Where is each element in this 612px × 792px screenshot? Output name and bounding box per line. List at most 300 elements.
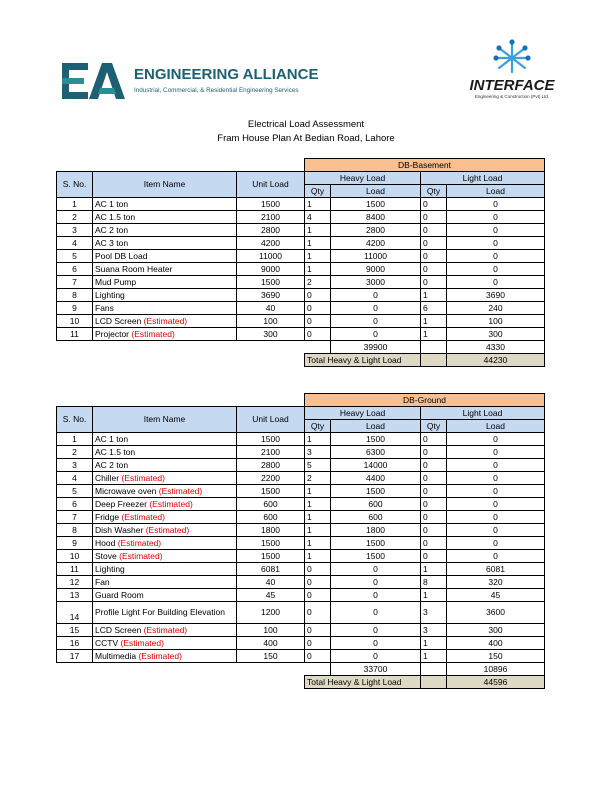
sno-header: S. No. [57,172,93,198]
light-load-cell: 0 [447,524,545,537]
item-name-cell [93,289,237,302]
light-load-cell: 0 [447,459,545,472]
light-qty-cell: 0 [421,276,447,289]
light-load-sum: 10896 [447,663,545,676]
light-load-cell: 0 [447,472,545,485]
heavy-qty-cell: 2 [305,276,331,289]
light-qty-cell: 1 [421,563,447,576]
heavy-load-sum: 33700 [331,663,421,676]
company-tagline: Industrial, Commercial, & Residential Engineering Services [134,87,299,94]
unit-load-header: Unit Load [237,172,305,198]
engineering-alliance-logo [62,58,342,104]
heavy-qty-cell: 0 [305,602,331,624]
table-row [57,524,545,537]
sno-cell: 7 [57,276,93,289]
heavy-load-cell: 3000 [331,276,421,289]
item-name-cell [93,537,237,550]
item-name-cell [93,276,237,289]
sno-cell: 11 [57,563,93,576]
light-qty-cell: 0 [421,198,447,211]
item-name-cell [93,315,237,328]
document-subtitle: Fram House Plan At Bedian Road, Lahore [217,133,395,144]
unit-load-cell: 150 [237,650,305,663]
table-row [57,211,545,224]
light-load-cell: 0 [447,511,545,524]
heavy-qty-cell: 1 [305,485,331,498]
unit-load-cell: 100 [237,624,305,637]
item-name-cell [93,328,237,341]
item-name: AC 2 ton [95,224,129,235]
sno-cell: 1 [57,433,93,446]
heavy-load-cell: 1500 [331,198,421,211]
unit-load-header: Unit Load [237,407,305,433]
estimated-tag: (Estimated) [131,328,175,339]
table-row [57,576,545,589]
item-name-cell [93,637,237,650]
table-row [57,459,545,472]
table-row [57,650,545,663]
light-load-cell: 0 [447,550,545,563]
sno-cell: 5 [57,485,93,498]
heavy-load-cell: 6300 [331,446,421,459]
heavy-load-cell: 1500 [331,537,421,550]
heavy-load-sum: 39900 [331,341,421,354]
light-qty-header: Qty [421,420,447,433]
light-qty-cell: 0 [421,524,447,537]
light-qty-cell: 0 [421,459,447,472]
item-name: Microwave oven [95,485,159,496]
light-load-cell: 0 [447,237,545,250]
unit-load-cell: 40 [237,302,305,315]
item-name-cell [93,302,237,315]
light-load-cell: 0 [447,433,545,446]
item-name-cell [93,472,237,485]
heavy-qty-cell: 0 [305,637,331,650]
sno-header: S. No. [57,407,93,433]
light-load-cell: 0 [447,198,545,211]
item-name-cell [93,263,237,276]
item-name: Mud Pump [95,276,137,287]
table-row [57,263,545,276]
light-qty-cell: 3 [421,624,447,637]
table-row [57,224,545,237]
light-load-cell: 320 [447,576,545,589]
item-name-cell [93,524,237,537]
light-load-subheader: Load [447,420,545,433]
light-load-cell: 0 [447,263,545,276]
heavy-qty-cell: 1 [305,237,331,250]
item-name: Hood [95,537,118,548]
sno-cell: 12 [57,576,93,589]
heavy-qty-cell: 0 [305,589,331,602]
document-title: Electrical Load Assessment [247,119,365,130]
estimated-tag: (Estimated) [145,524,190,535]
sno-cell: 5 [57,250,93,263]
light-qty-cell: 1 [421,328,447,341]
heavy-qty-cell: 5 [305,459,331,472]
table-row [57,472,545,485]
light-qty-cell: 0 [421,498,447,511]
unit-load-cell: 45 [237,589,305,602]
light-qty-cell: 1 [421,289,447,302]
unit-load-cell: 1800 [237,524,305,537]
heavy-qty-cell: 3 [305,446,331,459]
light-qty-cell: 1 [421,589,447,602]
db-ground-table [56,393,545,689]
item-name-header: Item Name [93,172,237,198]
item-name: AC 1 ton [95,198,129,209]
table-row [57,289,545,302]
sno-cell: 4 [57,237,93,250]
unit-load-cell: 40 [237,576,305,589]
heavy-qty-cell: 1 [305,550,331,563]
total-load-label: Total Heavy & Light Load [305,354,421,367]
estimated-tag: (Estimated) [138,650,182,661]
light-qty-cell: 1 [421,650,447,663]
sno-cell: 11 [57,328,93,341]
unit-load-cell: 300 [237,328,305,341]
light-load-cell: 300 [447,328,545,341]
heavy-load-cell: 0 [331,602,421,624]
light-qty-header: Qty [421,185,447,198]
item-name: Lighting [95,289,125,300]
unit-load-cell: 2200 [237,472,305,485]
heavy-qty-cell: 0 [305,650,331,663]
unit-load-cell: 1500 [237,433,305,446]
estimated-tag: (Estimated) [120,637,164,648]
item-name-cell [93,563,237,576]
item-name: Fridge [95,511,122,522]
heavy-qty-cell: 0 [305,302,331,315]
heavy-qty-cell: 1 [305,224,331,237]
item-name-cell [93,624,237,637]
unit-load-cell: 2100 [237,446,305,459]
item-name-cell [93,550,237,563]
sno-cell: 10 [57,315,93,328]
sno-cell: 3 [57,224,93,237]
heavy-qty-cell: 0 [305,624,331,637]
item-name: Fan [95,576,110,587]
light-load-cell: 0 [447,224,545,237]
estimated-tag: (Estimated) [149,498,193,509]
total-load-value: 44596 [447,676,545,689]
heavy-load-cell: 0 [331,624,421,637]
light-load-cell: 3690 [447,289,545,302]
heavy-load-cell: 14000 [331,459,421,472]
light-qty-cell: 0 [421,550,447,563]
item-name: Stove [95,550,120,561]
item-name-cell [93,446,237,459]
table-row [57,328,545,341]
partner-name: INTERFACE [469,77,555,94]
item-name-cell [93,602,237,624]
light-load-cell: 0 [447,537,545,550]
table-row [57,537,545,550]
heavy-load-cell: 0 [331,637,421,650]
item-name-cell [93,237,237,250]
sno-cell: 4 [57,472,93,485]
heavy-load-cell: 0 [331,328,421,341]
heavy-qty-cell: 0 [305,563,331,576]
sno-cell: 10 [57,550,93,563]
item-name-cell [93,485,237,498]
item-name-cell [93,198,237,211]
heavy-load-cell: 8400 [331,211,421,224]
heavy-qty-cell: 0 [305,289,331,302]
light-load-cell: 0 [447,498,545,511]
item-name-header: Item Name [93,407,237,433]
company-name: ENGINEERING ALLIANCE [134,66,319,83]
interface-logo [462,38,562,100]
sno-cell: 9 [57,302,93,315]
heavy-load-cell: 11000 [331,250,421,263]
light-qty-cell: 0 [421,211,447,224]
heavy-qty-cell: 4 [305,211,331,224]
light-load-cell: 0 [447,485,545,498]
table-row [57,511,545,524]
heavy-qty-cell: 1 [305,263,331,276]
unit-load-cell: 1500 [237,198,305,211]
light-qty-cell: 0 [421,446,447,459]
unit-load-cell: 1500 [237,276,305,289]
light-qty-cell: 8 [421,576,447,589]
unit-load-cell: 1500 [237,550,305,563]
unit-load-cell: 2800 [237,224,305,237]
item-name: CCTV [95,637,121,648]
item-name-cell [93,589,237,602]
item-name-cell [93,511,237,524]
table-row [57,563,545,576]
heavy-qty-cell: 1 [305,498,331,511]
item-name: Projector [95,328,132,339]
light-qty-cell: 0 [421,263,447,276]
estimated-tag: (Estimated) [121,511,165,522]
table-row [57,498,545,511]
heavy-qty-cell: 1 [305,250,331,263]
heavy-load-cell: 0 [331,650,421,663]
sno-cell: 8 [57,524,93,537]
item-name-cell [93,250,237,263]
table-row [57,485,545,498]
item-name: Profile Light For Building Elevation [95,607,225,617]
item-name: Deep Freezer [95,498,150,509]
heavy-load-subheader: Load [331,420,421,433]
light-load-sum: 4330 [447,341,545,354]
unit-load-cell: 1500 [237,537,305,550]
sno-cell: 6 [57,263,93,276]
db-label: DB-Basement [305,159,545,172]
sno-cell: 2 [57,446,93,459]
heavy-load-cell: 600 [331,511,421,524]
unit-load-cell: 11000 [237,250,305,263]
estimated-tag: (Estimated) [143,624,188,635]
light-qty-cell: 1 [421,637,447,650]
light-load-cell: 45 [447,589,545,602]
heavy-load-cell: 600 [331,498,421,511]
heavy-qty-cell: 1 [305,511,331,524]
light-load-cell: 400 [447,637,545,650]
sno-cell: 2 [57,211,93,224]
heavy-load-cell: 0 [331,315,421,328]
item-name-cell [93,576,237,589]
item-name: Guard Room [95,589,144,600]
unit-load-cell: 2100 [237,211,305,224]
heavy-qty-cell: 2 [305,472,331,485]
light-qty-cell: 0 [421,237,447,250]
light-load-cell: 100 [447,315,545,328]
heavy-load-cell: 1500 [331,485,421,498]
heavy-load-cell: 1500 [331,433,421,446]
sno-cell: 14 [57,602,93,624]
heavy-qty-cell: 0 [305,328,331,341]
unit-load-cell: 3690 [237,289,305,302]
heavy-load-cell: 2800 [331,224,421,237]
table-row [57,198,545,211]
light-load-cell: 6081 [447,563,545,576]
sno-cell: 13 [57,589,93,602]
light-qty-cell: 0 [421,250,447,263]
item-name-cell [93,498,237,511]
sno-cell: 8 [57,289,93,302]
item-name: Pool DB Load [95,250,148,261]
item-name: AC 3 ton [95,237,129,248]
ground-rows [57,433,545,663]
sno-cell: 1 [57,198,93,211]
item-name: LCD Screen [95,624,144,635]
light-qty-cell: 3 [421,602,447,624]
heavy-qty-cell: 0 [305,576,331,589]
unit-load-cell: 2800 [237,459,305,472]
light-qty-cell: 0 [421,224,447,237]
light-qty-cell: 0 [421,472,447,485]
light-qty-cell: 6 [421,302,447,315]
item-name: Multimedia [95,650,139,661]
estimated-tag: (Estimated) [121,472,165,483]
estimated-tag: (Estimated) [158,485,203,496]
heavy-load-cell: 0 [331,302,421,315]
light-load-cell: 240 [447,302,545,315]
table-row [57,446,545,459]
item-name: Chiller [95,472,122,483]
light-load-header: Light Load [421,407,545,420]
heavy-qty-cell: 0 [305,315,331,328]
heavy-load-header: Heavy Load [305,172,421,185]
heavy-load-cell: 4200 [331,237,421,250]
heavy-load-cell: 0 [331,576,421,589]
light-qty-cell: 1 [421,315,447,328]
unit-load-cell: 1500 [237,485,305,498]
db-basement-table [56,158,545,367]
heavy-load-cell: 9000 [331,263,421,276]
light-qty-cell: 0 [421,511,447,524]
heavy-load-subheader: Load [331,185,421,198]
item-name-cell [93,224,237,237]
table-row [57,315,545,328]
item-name: AC 1.5 ton [95,446,136,457]
db-label: DB-Ground [305,394,545,407]
item-name: AC 1 ton [95,433,129,444]
item-name-cell [93,211,237,224]
unit-load-cell: 9000 [237,263,305,276]
table-row [57,602,545,624]
heavy-qty-header: Qty [305,185,331,198]
item-name: Lighting [95,563,125,574]
unit-load-cell: 4200 [237,237,305,250]
unit-load-cell: 1200 [237,602,305,624]
heavy-load-cell: 1500 [331,550,421,563]
estimated-tag: (Estimated) [143,315,188,326]
heavy-load-cell: 0 [331,563,421,576]
unit-load-cell: 6081 [237,563,305,576]
item-name: AC 1.5 ton [95,211,136,222]
sno-cell: 16 [57,637,93,650]
heavy-qty-cell: 1 [305,433,331,446]
unit-load-cell: 400 [237,637,305,650]
light-load-cell: 0 [447,250,545,263]
item-name: Dish Washer [95,524,146,535]
unit-load-cell: 600 [237,498,305,511]
table-row [57,433,545,446]
heavy-load-cell: 0 [331,589,421,602]
light-load-cell: 300 [447,624,545,637]
item-name-cell [93,459,237,472]
heavy-qty-cell: 1 [305,537,331,550]
item-name: Suana Room Heater [95,263,173,274]
sno-cell: 6 [57,498,93,511]
light-qty-cell: 0 [421,537,447,550]
light-load-cell: 0 [447,446,545,459]
basement-rows [57,198,545,341]
estimated-tag: (Estimated) [119,550,163,561]
light-qty-cell: 0 [421,433,447,446]
partner-tagline: Engineering & Construction (Pvt) Ltd. [474,94,550,99]
sno-cell: 7 [57,511,93,524]
heavy-qty-header: Qty [305,420,331,433]
table-row [57,302,545,315]
heavy-load-header: Heavy Load [305,407,421,420]
table-row [57,237,545,250]
light-load-cell: 3600 [447,602,545,624]
table-row [57,637,545,650]
sno-cell: 15 [57,624,93,637]
light-load-cell: 150 [447,650,545,663]
sno-cell: 17 [57,650,93,663]
estimated-tag: (Estimated) [117,537,162,548]
item-name: Fans [95,302,114,313]
item-name: LCD Screen [95,315,144,326]
total-load-label: Total Heavy & Light Load [305,676,421,689]
unit-load-cell: 100 [237,315,305,328]
heavy-load-cell: 0 [331,289,421,302]
heavy-load-cell: 1800 [331,524,421,537]
table-row [57,250,545,263]
heavy-qty-cell: 1 [305,524,331,537]
sno-cell: 9 [57,537,93,550]
item-name-cell [93,650,237,663]
item-name-cell [93,433,237,446]
unit-load-cell: 600 [237,511,305,524]
heavy-load-cell: 4400 [331,472,421,485]
table-row [57,550,545,563]
light-load-subheader: Load [447,185,545,198]
heavy-qty-cell: 1 [305,198,331,211]
light-load-cell: 0 [447,276,545,289]
table-row [57,589,545,602]
sno-cell: 3 [57,459,93,472]
light-load-header: Light Load [421,172,545,185]
light-qty-cell: 0 [421,485,447,498]
total-load-value: 44230 [447,354,545,367]
